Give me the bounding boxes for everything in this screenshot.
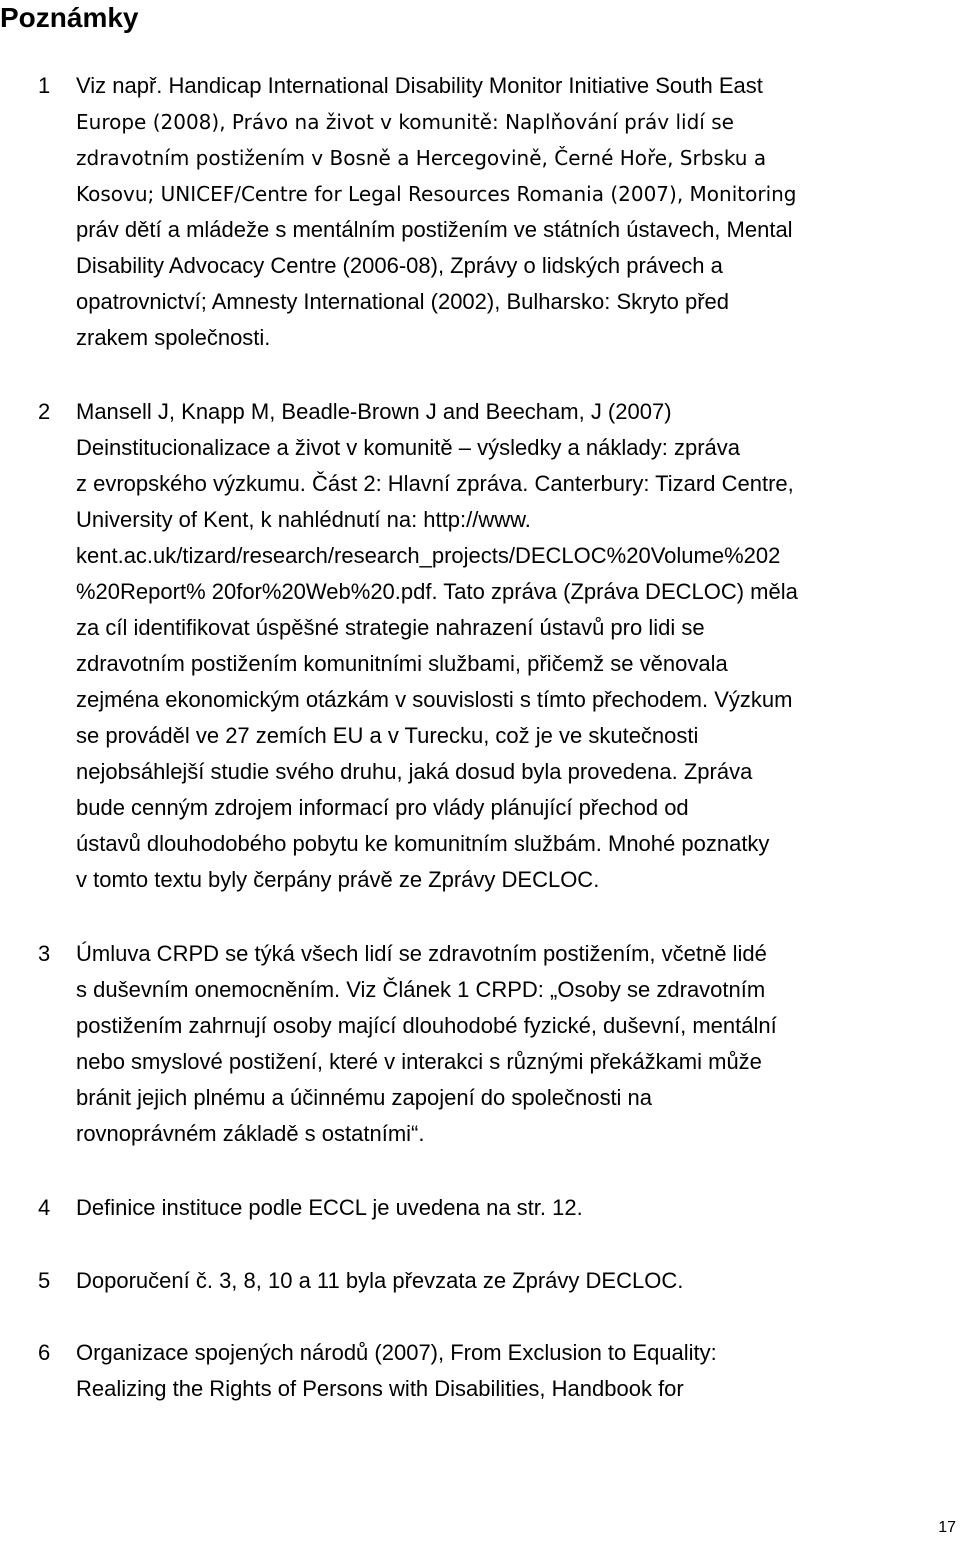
footnote-line: Kosovu; UNICEF/Centre for Legal Resources Romania (2007), Monitoring — [76, 182, 797, 206]
footnote-line: Viz např. Handicap International Disability Monitor Initiative South East — [76, 73, 763, 98]
page-number: 17 — [938, 1519, 956, 1536]
footnote-line: kent.ac.uk/tizard/research/research_projects/DECLOC%20Volume%202 — [76, 543, 781, 568]
footnote-line: bude cenným zdrojem informací pro vlády plánující přechod od — [76, 795, 689, 820]
footnote-line: Definice instituce podle ECCL je uvedena na str. 12. — [76, 1195, 583, 1220]
footnote-number: 3 — [38, 941, 51, 966]
footnote-line: zdravotním postižením komunitními službami, přičemž se věnovala — [76, 651, 728, 676]
footnote-line: %20Report% 20for%20Web%20.pdf. Tato zpráva (Zpráva DECLOC) měla — [76, 579, 798, 604]
footnote-line: Mansell J, Knapp M, Beadle-Brown J and Beecham, J (2007) — [76, 399, 672, 424]
footnote-line: Doporučení č. 3, 8, 10 a 11 byla převzata ze Zprávy DECLOC. — [76, 1268, 684, 1293]
footnote-line: práv dětí a mládeže s mentálním postižením ve státních ústavech, Mental — [76, 217, 793, 242]
footnote-line: zrakem společnosti. — [76, 325, 271, 350]
footnote-line: z evropského výzkumu. Část 2: Hlavní zpráva. Canterbury: Tizard Centre, — [76, 471, 794, 496]
footnote-number: 4 — [38, 1195, 51, 1220]
footnote-line: nejobsáhlejší studie svého druhu, jaká dosud byla provedena. Zpráva — [76, 759, 753, 784]
footnote-line: bránit jejich plnému a účinnému zapojení do společnosti na — [76, 1085, 653, 1110]
footnote-line: Europe (2008), Právo na život v komunitě: Naplňování práv lidí se — [76, 110, 734, 134]
footnote-line: opatrovnictví; Amnesty International (2002), Bulharsko: Skryto před — [76, 289, 729, 314]
footnote-line: zejména ekonomickým otázkám v souvislosti s tímto přechodem. Výzkum — [76, 687, 793, 712]
footnote-line: za cíl identifikovat úspěšné strategie nahrazení ústavů pro lidi se — [76, 615, 705, 640]
footnote-line: nebo smyslové postižení, které v interakci s různými překážkami může — [76, 1049, 762, 1074]
footnote-number: 2 — [38, 399, 51, 424]
footnote-line: University of Kent, k nahlédnutí na: http://www. — [76, 507, 531, 532]
footnote-line: se prováděl ve 27 zemích EU a v Turecku, což je ve skutečnosti — [76, 723, 699, 748]
footnote-line: Realizing the Rights of Persons with Disabilities, Handbook for — [76, 1376, 684, 1401]
footnote-number: 5 — [38, 1268, 51, 1293]
footnote-line: postižením zahrnují osoby mající dlouhodobé fyzické, duševní, mentální — [76, 1013, 777, 1038]
footnote-line: zdravotním postižením v Bosně a Hercegovině, Černé Hoře, Srbsku a — [76, 146, 767, 170]
footnote-line: v tomto textu byly čerpány právě ze Zprávy DECLOC. — [76, 867, 600, 892]
footnote-number: 6 — [38, 1340, 51, 1365]
footnote-line: ústavů dlouhodobého pobytu ke komunitním službám. Mnohé poznatky — [76, 831, 770, 856]
page-heading: Poznámky — [0, 2, 139, 33]
footnote-line: Deinstitucionalizace a život v komunitě – výsledky a náklady: zpráva — [76, 435, 740, 460]
footnote-number: 1 — [38, 73, 51, 98]
footnote-line: rovnoprávném základě s ostatními“. — [76, 1121, 425, 1146]
footnote-line: Disability Advocacy Centre (2006-08), Zprávy o lidských právech a — [76, 253, 723, 278]
footnote-line: Úmluva CRPD se týká všech lidí se zdravotním postižením, včetně lidé — [76, 941, 767, 966]
footnote-line: s duševním onemocněním. Viz Článek 1 CRPD: „Osoby se zdravotním — [76, 977, 766, 1002]
footnote-line: Organizace spojených národů (2007), From Exclusion to Equality: — [76, 1340, 717, 1365]
